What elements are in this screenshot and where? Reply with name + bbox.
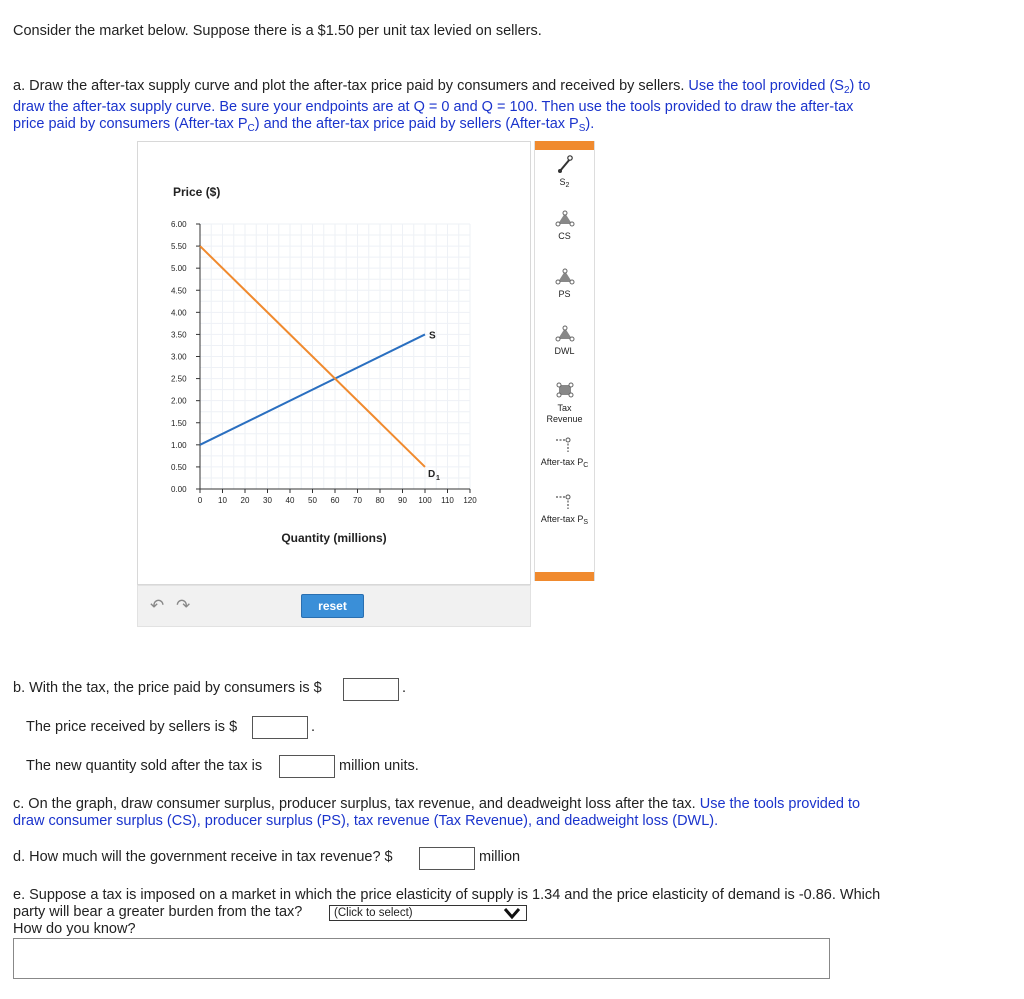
explanation-textarea[interactable] — [13, 938, 830, 979]
burden-select[interactable] — [329, 905, 527, 921]
x-tick-label: 0 — [197, 496, 203, 505]
part-b-line-2-end: . — [311, 719, 316, 735]
x-tick-label: 50 — [308, 496, 317, 505]
y-tick-label: 5.50 — [171, 242, 187, 252]
x-tick-label: 90 — [398, 496, 407, 505]
y-axis-title: Price ($) — [173, 185, 221, 199]
x-tick-label: 20 — [240, 496, 250, 505]
tool-tax-label: Tax — [557, 403, 572, 413]
supply-label: S — [429, 330, 436, 342]
redo-icon[interactable]: ↷ — [176, 596, 191, 615]
tool-cs[interactable] — [535, 209, 594, 242]
y-tick-label: 0.50 — [171, 462, 187, 472]
part-e-line-2: party will bear a greater burden from the tax? — [13, 904, 303, 920]
x-tick-label: 10 — [218, 496, 227, 505]
part-d-question: d. How much will the government receive in tax revenue? $ — [13, 849, 393, 865]
price-consumers-input[interactable] — [343, 678, 399, 701]
dashed-line-tool-icon — [553, 435, 577, 455]
part-c-instructions: c. On the graph, draw consumer surplus, producer surplus, tax revenue, and deadweight loss after the tax. Use the tools provided to draw consumer surplus (CS), producer surplus (PS), tax revenue (Tax Revenue), and deadweight loss (DWL). — [13, 796, 861, 829]
x-tick-label: 80 — [375, 496, 385, 505]
price-sellers-input[interactable] — [252, 716, 308, 739]
y-tick-label: 3.50 — [171, 330, 187, 340]
tool-ps[interactable] — [535, 267, 594, 300]
supply-demand-graph[interactable] — [137, 141, 531, 585]
part-b-line-3-end: million units. — [339, 758, 419, 774]
part-b-line-1-end: . — [402, 680, 407, 696]
tool-revenue-label: Revenue — [546, 414, 583, 424]
new-quantity-input[interactable] — [279, 755, 335, 778]
tool-dwl-label: DWL — [554, 346, 575, 356]
undo-icon[interactable]: ↶ — [150, 596, 165, 615]
rectangle-tool-icon — [554, 379, 576, 401]
y-tick-label: 4.50 — [171, 286, 187, 296]
x-tick-label: 70 — [353, 496, 362, 505]
y-tick-label: 1.50 — [171, 418, 187, 428]
tool-dwl[interactable] — [535, 324, 594, 357]
part-b-line-2: The price received by sellers is $ — [26, 719, 238, 735]
x-tick-label: 40 — [285, 496, 295, 505]
y-tick-label: 3.00 — [171, 352, 187, 362]
part-a-text: a. Draw the after-tax supply curve and plot the after-tax price paid by consumers and received by sellers. — [13, 78, 689, 94]
polygon-tool-icon — [554, 324, 576, 344]
tool-tax-revenue[interactable] — [535, 379, 594, 425]
part-e-line-3: How do you know? — [13, 921, 136, 937]
reset-button[interactable]: reset — [301, 594, 364, 618]
tool-after-tax-pc-label: After-tax $P_C$ — [540, 457, 589, 469]
part-a-blue-2: draw the after-tax supply curve. Be sure your endpoints are at Q = 0 and Q = 100. Then use the tools provided to draw the after-tax — [13, 99, 854, 115]
tool-cs-label: CS — [558, 231, 571, 241]
demand-label-subscript: 1 — [436, 474, 440, 482]
part-a-blue-1: Use the tool provided $(S_2)$ to — [688, 78, 871, 96]
y-tick-label: 0.00 — [171, 485, 187, 494]
tool-ps-label: PS — [558, 289, 571, 299]
tax-revenue-input[interactable] — [419, 847, 475, 870]
y-tick-label: 1.00 — [171, 440, 187, 450]
chevron-down-icon — [502, 906, 522, 920]
toolbox-scroll-down[interactable] — [535, 572, 594, 581]
line-tool-icon — [555, 153, 575, 175]
x-tick-label: 60 — [330, 496, 340, 505]
burden-select-value: (Click to select) — [334, 907, 413, 919]
y-tick-label: 2.50 — [171, 374, 187, 384]
part-e-line-1: e. Suppose a tax is imposed on a market in which the price elasticity of supply is 1.34 and the price elasticity of demand is -0.86. Which — [13, 887, 881, 903]
y-tick-label: 6.00 — [171, 220, 187, 229]
part-b-line-3: The new quantity sold after the tax is — [26, 758, 263, 774]
part-b-line-1: b. With the tax, the price paid by consumers is $ — [13, 680, 322, 696]
question-intro: Consider the market below. Suppose there is a $1.50 per unit tax levied on sellers. — [13, 23, 542, 39]
y-tick-label: 2.00 — [171, 396, 187, 406]
x-tick-label: 110 — [441, 496, 454, 505]
polygon-tool-icon — [554, 267, 576, 287]
part-d-unit: million — [479, 849, 521, 865]
tool-after-tax-ps-label: After-tax $P_S$ — [540, 514, 589, 526]
x-tick-label: 30 — [263, 496, 272, 505]
tool-after-tax-pc[interactable] — [535, 435, 594, 471]
tool-after-tax-ps[interactable] — [535, 492, 594, 528]
drawing-toolbox — [534, 141, 595, 581]
x-axis-title: Quantity (millions) — [281, 531, 387, 545]
x-tick-label: 100 — [418, 496, 432, 505]
demand-label: D — [428, 468, 436, 480]
x-tick-label: 120 — [463, 496, 477, 505]
part-a-blue-3: price paid by consumers (After-tax $P_C$) and the after-tax price paid by sellers (After-tax $P_S$). — [13, 116, 595, 134]
tool-s2-label: $S_2$ — [559, 177, 570, 189]
part-a-instructions — [13, 78, 1013, 137]
toolbox-scroll-up[interactable] — [535, 141, 594, 150]
polygon-tool-icon — [554, 209, 576, 229]
dashed-line-tool-icon — [553, 492, 577, 512]
tool-s2[interactable] — [535, 153, 594, 191]
y-tick-label: 4.00 — [171, 308, 187, 318]
y-tick-label: 5.00 — [171, 264, 187, 274]
